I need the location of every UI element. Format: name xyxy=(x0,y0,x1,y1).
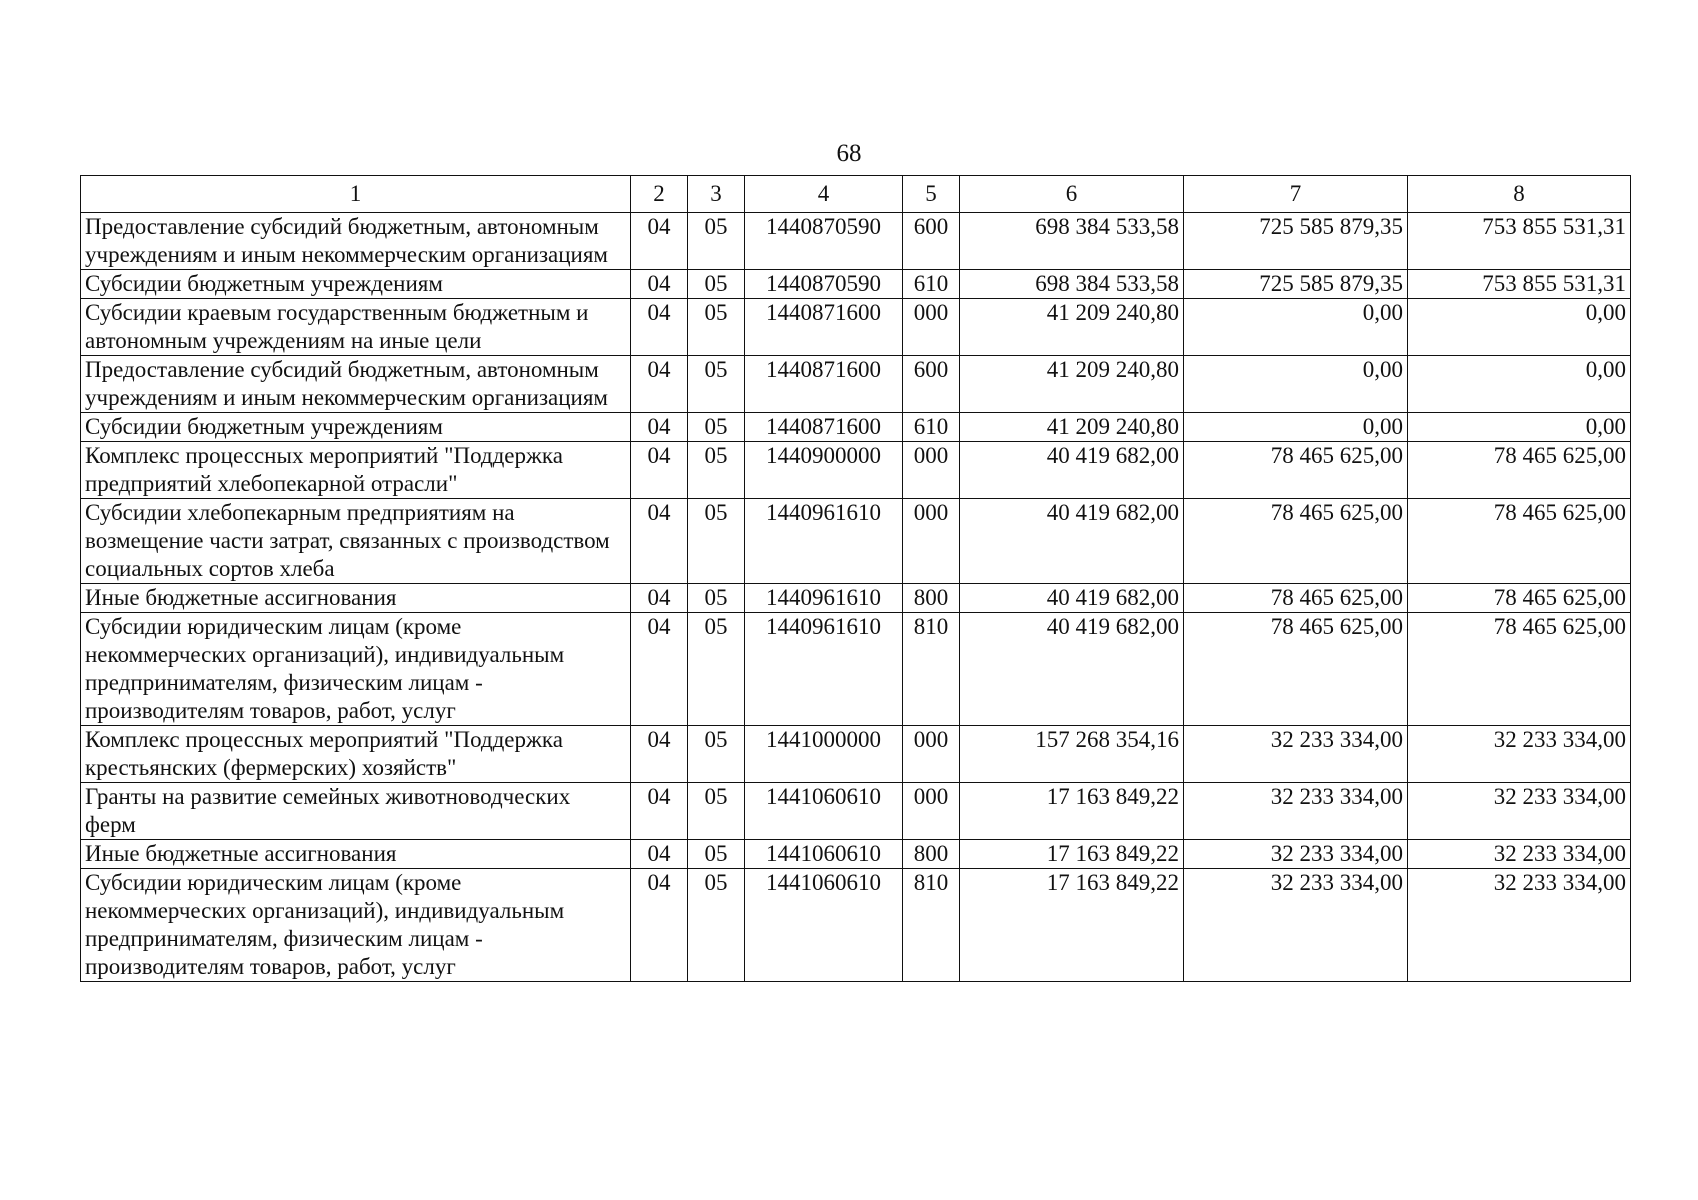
section-code: 04 xyxy=(631,869,688,982)
table-row xyxy=(81,840,1631,869)
amount-col-7: 78 465 625,00 xyxy=(1184,442,1408,499)
header-cell-6: 6 xyxy=(960,176,1184,213)
table-row xyxy=(81,299,1631,356)
amount-col-7: 78 465 625,00 xyxy=(1184,499,1408,584)
header-row xyxy=(81,176,1631,213)
table-row xyxy=(81,442,1631,499)
amount-col-8: 32 233 334,00 xyxy=(1408,869,1631,982)
amount-col-7: 0,00 xyxy=(1184,299,1408,356)
amount-col-6: 40 419 682,00 xyxy=(960,442,1184,499)
section-code: 04 xyxy=(631,726,688,783)
amount-col-8: 32 233 334,00 xyxy=(1408,840,1631,869)
target-article-code: 1440871600 xyxy=(745,356,903,413)
expense-type-code: 610 xyxy=(903,270,960,299)
expense-type-code: 000 xyxy=(903,499,960,584)
table-row xyxy=(81,213,1631,270)
expense-type-code: 800 xyxy=(903,584,960,613)
target-article-code: 1441060610 xyxy=(745,869,903,982)
target-article-code: 1441000000 xyxy=(745,726,903,783)
amount-col-8: 0,00 xyxy=(1408,356,1631,413)
subsection-code: 05 xyxy=(688,442,745,499)
amount-col-6: 157 268 354,16 xyxy=(960,726,1184,783)
amount-col-6: 17 163 849,22 xyxy=(960,869,1184,982)
expense-type-code: 800 xyxy=(903,840,960,869)
amount-col-6: 17 163 849,22 xyxy=(960,840,1184,869)
amount-col-8: 78 465 625,00 xyxy=(1408,584,1631,613)
expense-type-code: 610 xyxy=(903,413,960,442)
row-name: Гранты на развитие семейных животноводческих ферм xyxy=(81,783,631,840)
subsection-code: 05 xyxy=(688,584,745,613)
row-name: Иные бюджетные ассигнования xyxy=(81,840,631,869)
row-name: Предоставление субсидий бюджетным, автономным учреждениям и иным некоммерческим организациям xyxy=(81,356,631,413)
header-cell-8: 8 xyxy=(1408,176,1631,213)
amount-col-6: 41 209 240,80 xyxy=(960,356,1184,413)
section-code: 04 xyxy=(631,499,688,584)
target-article-code: 1440961610 xyxy=(745,613,903,726)
target-article-code: 1440870590 xyxy=(745,270,903,299)
subsection-code: 05 xyxy=(688,783,745,840)
amount-col-6: 41 209 240,80 xyxy=(960,299,1184,356)
expense-type-code: 000 xyxy=(903,783,960,840)
amount-col-7: 78 465 625,00 xyxy=(1184,584,1408,613)
section-code: 04 xyxy=(631,613,688,726)
table-row xyxy=(81,584,1631,613)
section-code: 04 xyxy=(631,840,688,869)
section-code: 04 xyxy=(631,213,688,270)
section-code: 04 xyxy=(631,442,688,499)
amount-col-6: 40 419 682,00 xyxy=(960,499,1184,584)
header-cell-1: 1 xyxy=(81,176,631,213)
table-header xyxy=(81,176,1631,213)
section-code: 04 xyxy=(631,413,688,442)
table-row xyxy=(81,413,1631,442)
amount-col-8: 78 465 625,00 xyxy=(1408,613,1631,726)
row-name: Комплекс процессных мероприятий "Поддержка крестьянских (фермерских) хозяйств" xyxy=(81,726,631,783)
amount-col-7: 32 233 334,00 xyxy=(1184,726,1408,783)
expense-type-code: 000 xyxy=(903,726,960,783)
row-name: Комплекс процессных мероприятий "Поддержка предприятий хлебопекарной отрасли" xyxy=(81,442,631,499)
subsection-code: 05 xyxy=(688,869,745,982)
table-row xyxy=(81,783,1631,840)
table-row xyxy=(81,613,1631,726)
table-row xyxy=(81,499,1631,584)
table-row xyxy=(81,726,1631,783)
amount-col-7: 0,00 xyxy=(1184,356,1408,413)
amount-col-6: 41 209 240,80 xyxy=(960,413,1184,442)
section-code: 04 xyxy=(631,356,688,413)
page-number: 68 xyxy=(836,140,862,167)
target-article-code: 1441060610 xyxy=(745,783,903,840)
amount-col-6: 698 384 533,58 xyxy=(960,213,1184,270)
row-name: Иные бюджетные ассигнования xyxy=(81,584,631,613)
amount-col-8: 753 855 531,31 xyxy=(1408,270,1631,299)
subsection-code: 05 xyxy=(688,840,745,869)
amount-col-7: 32 233 334,00 xyxy=(1184,840,1408,869)
amount-col-8: 0,00 xyxy=(1408,413,1631,442)
amount-col-7: 725 585 879,35 xyxy=(1184,270,1408,299)
header-cell-5: 5 xyxy=(903,176,960,213)
expense-type-code: 810 xyxy=(903,613,960,726)
section-code: 04 xyxy=(631,783,688,840)
row-name: Субсидии юридическим лицам (кроме некоммерческих организаций), индивидуальным предпринимателям, физическим лицам - производителям товаров, работ, услуг xyxy=(81,613,631,726)
target-article-code: 1440871600 xyxy=(745,299,903,356)
subsection-code: 05 xyxy=(688,299,745,356)
target-article-code: 1440871600 xyxy=(745,413,903,442)
amount-col-6: 40 419 682,00 xyxy=(960,613,1184,726)
amount-col-6: 17 163 849,22 xyxy=(960,783,1184,840)
subsection-code: 05 xyxy=(688,413,745,442)
row-name: Субсидии бюджетным учреждениям xyxy=(81,270,631,299)
subsection-code: 05 xyxy=(688,270,745,299)
amount-col-7: 32 233 334,00 xyxy=(1184,869,1408,982)
header-cell-4: 4 xyxy=(745,176,903,213)
subsection-code: 05 xyxy=(688,726,745,783)
amount-col-7: 32 233 334,00 xyxy=(1184,783,1408,840)
expense-type-code: 600 xyxy=(903,213,960,270)
section-code: 04 xyxy=(631,270,688,299)
amount-col-6: 698 384 533,58 xyxy=(960,270,1184,299)
amount-col-7: 0,00 xyxy=(1184,413,1408,442)
row-name: Субсидии краевым государственным бюджетным и автономным учреждениям на иные цели xyxy=(81,299,631,356)
row-name: Субсидии юридическим лицам (кроме некоммерческих организаций), индивидуальным предпринимателям, физическим лицам - производителям товаров, работ, услуг xyxy=(81,869,631,982)
table-row xyxy=(81,356,1631,413)
amount-col-8: 78 465 625,00 xyxy=(1408,442,1631,499)
expense-type-code: 000 xyxy=(903,442,960,499)
table-row xyxy=(81,270,1631,299)
amount-col-8: 0,00 xyxy=(1408,299,1631,356)
amount-col-6: 40 419 682,00 xyxy=(960,584,1184,613)
row-name: Субсидии хлебопекарным предприятиям на возмещение части затрат, связанных с производством социальных сортов хлеба xyxy=(81,499,631,584)
subsection-code: 05 xyxy=(688,613,745,726)
header-cell-2: 2 xyxy=(631,176,688,213)
header-cell-7: 7 xyxy=(1184,176,1408,213)
row-name: Предоставление субсидий бюджетным, автономным учреждениям и иным некоммерческим организациям xyxy=(81,213,631,270)
expense-type-code: 600 xyxy=(903,356,960,413)
header-cell-3: 3 xyxy=(688,176,745,213)
amount-col-8: 32 233 334,00 xyxy=(1408,783,1631,840)
amount-col-8: 32 233 334,00 xyxy=(1408,726,1631,783)
target-article-code: 1441060610 xyxy=(745,840,903,869)
amount-col-7: 725 585 879,35 xyxy=(1184,213,1408,270)
target-article-code: 1440961610 xyxy=(745,584,903,613)
expense-type-code: 810 xyxy=(903,869,960,982)
table-row xyxy=(81,869,1631,982)
section-code: 04 xyxy=(631,299,688,356)
expense-type-code: 000 xyxy=(903,299,960,356)
amount-col-7: 78 465 625,00 xyxy=(1184,613,1408,726)
subsection-code: 05 xyxy=(688,499,745,584)
target-article-code: 1440900000 xyxy=(745,442,903,499)
subsection-code: 05 xyxy=(688,213,745,270)
table-body xyxy=(81,213,1631,982)
amount-col-8: 78 465 625,00 xyxy=(1408,499,1631,584)
row-name: Субсидии бюджетным учреждениям xyxy=(81,413,631,442)
section-code: 04 xyxy=(631,584,688,613)
target-article-code: 1440961610 xyxy=(745,499,903,584)
amount-col-8: 753 855 531,31 xyxy=(1408,213,1631,270)
budget-table xyxy=(80,175,1631,982)
subsection-code: 05 xyxy=(688,356,745,413)
target-article-code: 1440870590 xyxy=(745,213,903,270)
